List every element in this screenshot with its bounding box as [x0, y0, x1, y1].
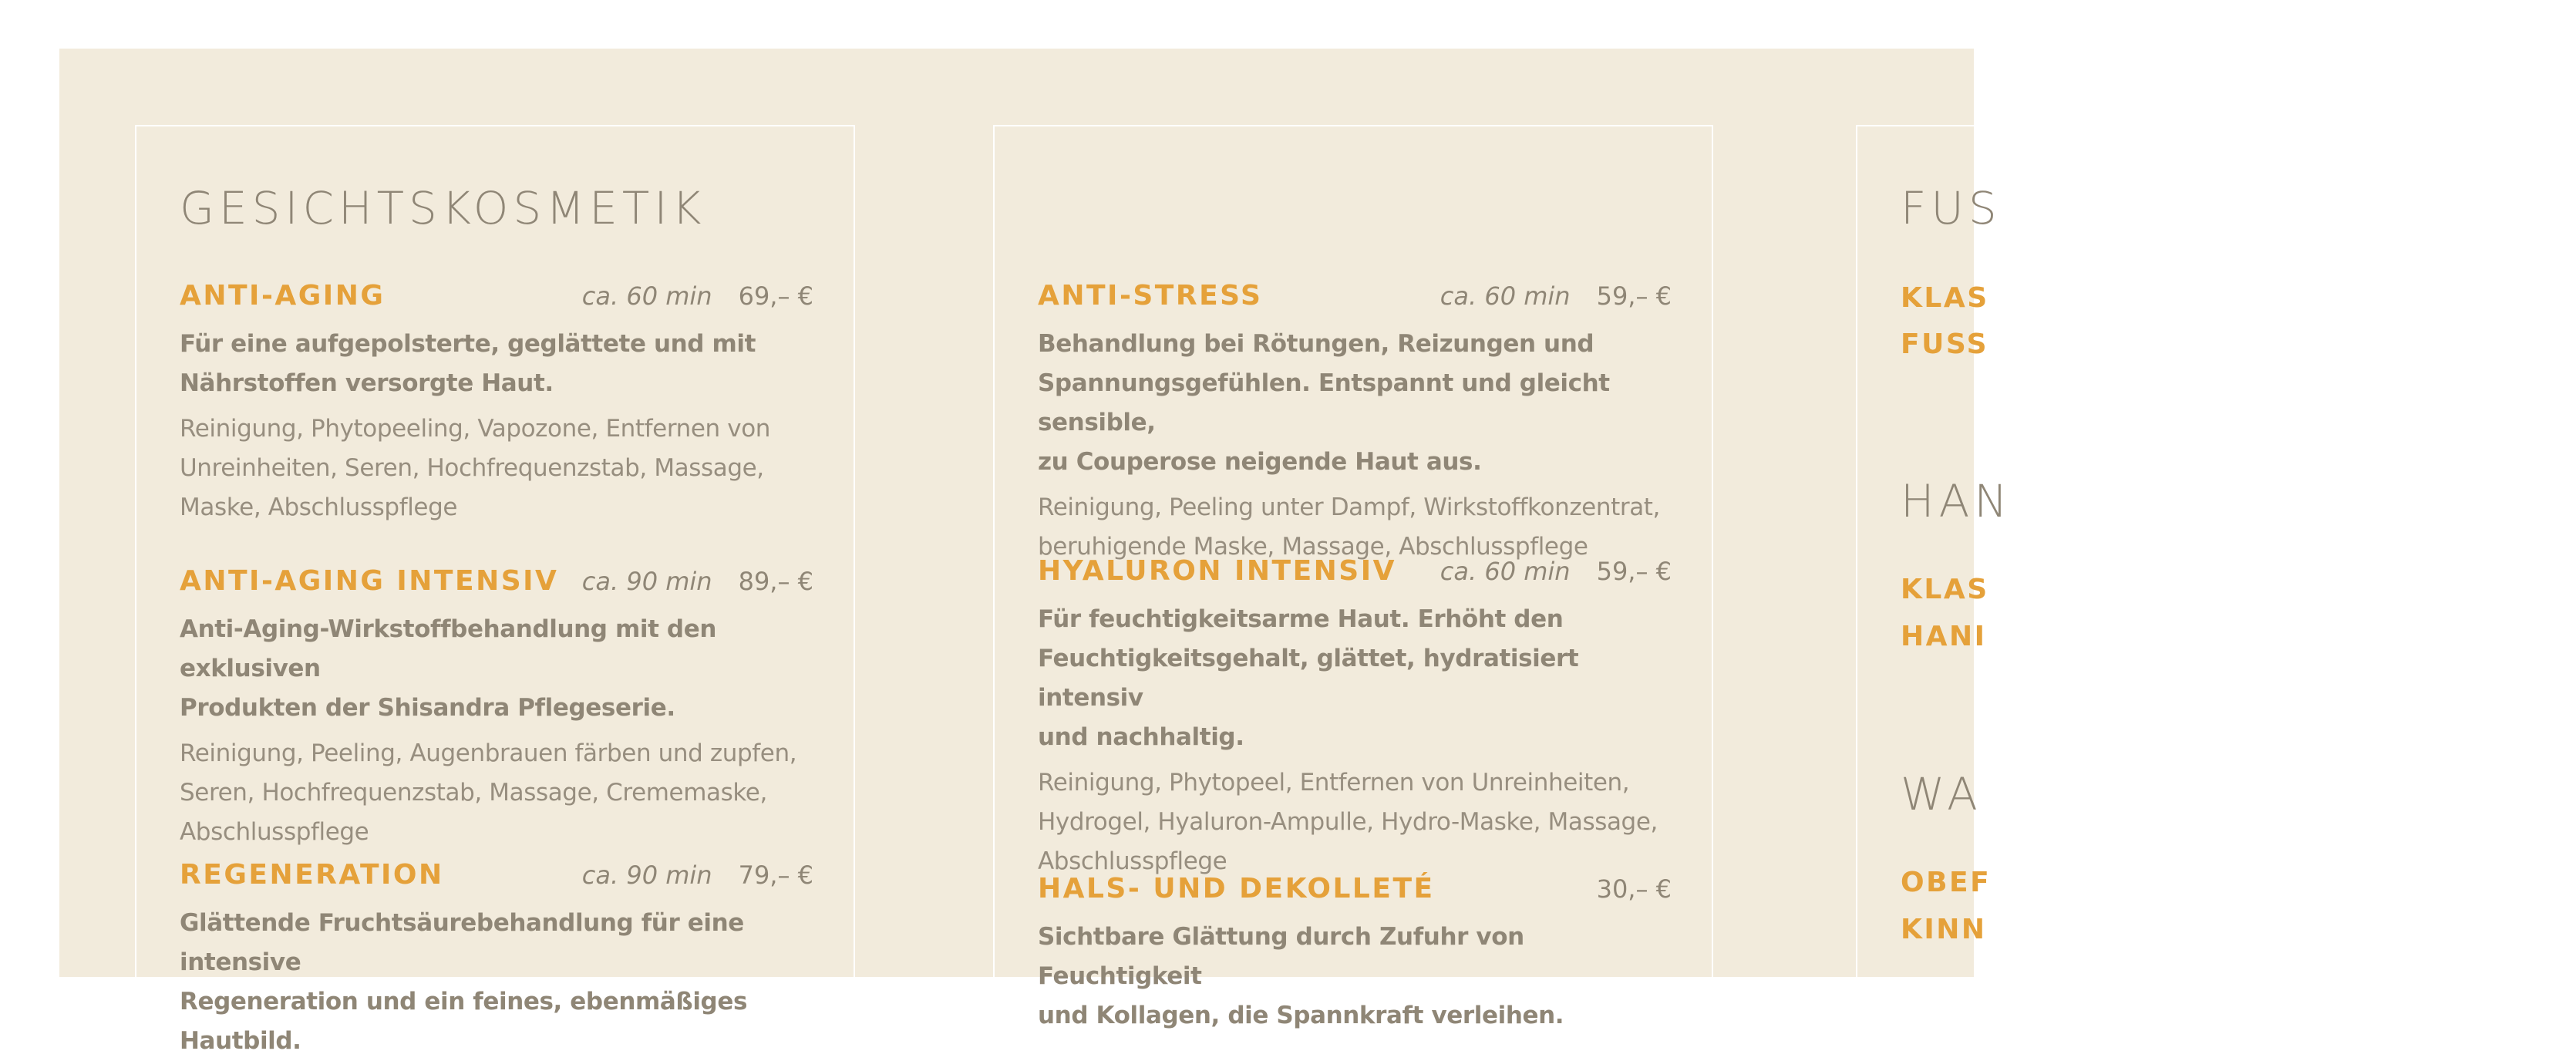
- treatment-item: [1038, 873, 1672, 1036]
- section-title: GESICHTSKOSMETIK: [180, 182, 706, 234]
- treatment-name: KLAS: [1901, 574, 1989, 605]
- treatment-steps: Reinigung, Peeling unter Dampf, Wirkstoffkonzentrat, beruhigende Maske, Massage, Abschlusspflege: [1038, 493, 1661, 561]
- treatment-description: Sichtbare Glättung durch Zufuhr von Feuchtigkeit und Kollagen, die Spannkraft verleihen.: [1038, 923, 1564, 1029]
- treatment-item: [180, 565, 813, 852]
- treatment-name: OBEF: [1901, 867, 1992, 898]
- treatment-price: 89,– €: [738, 567, 813, 596]
- treatment-steps: Reinigung, Phytopeeling, Vapozone, Entfernen von Unreinheiten, Seren, Hochfrequenzstab, Massage, Maske, Abschlusspflege: [180, 415, 771, 521]
- treatment-name: HYALURON INTENSIV: [1038, 555, 1396, 587]
- treatment-price: 69,– €: [738, 281, 813, 311]
- treatment-item: [1038, 280, 1672, 567]
- treatment-duration: ca. 60 min: [1440, 557, 1571, 586]
- card-foot-hand-wax: [1856, 125, 2576, 1050]
- card-facial-treatments: [135, 125, 855, 1055]
- treatment-name: HANI: [1901, 621, 1987, 652]
- treatment-description: Für eine aufgepolsterte, geglättete und mit Nährstoffen versorgte Haut.: [180, 330, 756, 397]
- price-list-panel: [59, 49, 2012, 1055]
- treatment-price: 59,– €: [1596, 557, 1672, 586]
- treatment-price: 59,– €: [1596, 281, 1672, 311]
- card-facial-treatments-continued: [993, 125, 1713, 1050]
- treatment-steps: Reinigung, Peeling, Augenbrauen färben und zupfen, Seren, Hochfrequenzstab, Massage, Crememaske, Abschlusspflege: [180, 739, 797, 846]
- treatment-duration: ca. 90 min: [581, 567, 712, 596]
- treatment-name: KLAS: [1901, 282, 1989, 314]
- treatment-name: FUSS: [1901, 328, 1989, 360]
- treatment-description: Für feuchtigkeitsarme Haut. Erhöht den Feuchtigkeitsgehalt, glättet, hydratisiert intensiv und nachhaltig.: [1038, 605, 1579, 751]
- section-title-foot: FUS: [1901, 182, 2002, 234]
- treatment-name: ANTI-AGING: [180, 280, 386, 312]
- treatment-price: 30,– €: [1596, 874, 1672, 904]
- treatment-name: ANTI-STRESS: [1038, 280, 1263, 312]
- treatment-description: Glättende Fruchtsäurebehandlung für eine intensive Regeneration und ein feines, ebenmäßiges Hautbild.: [180, 909, 748, 1055]
- treatment-price: 79,– €: [738, 861, 813, 890]
- treatment-name: HALS- UND DEKOLLETÉ: [1038, 873, 1435, 904]
- treatment-name: ANTI-AGING INTENSIV: [180, 565, 559, 597]
- treatment-name: REGENERATION: [180, 859, 444, 891]
- treatment-description: Behandlung bei Rötungen, Reizungen und Spannungsgefühlen. Entspannt und gleicht sensible, zu Couperose neigende Haut aus.: [1038, 330, 1610, 476]
- treatment-description: Anti-Aging-Wirkstoffbehandlung mit den exklusiven Produkten der Shisandra Pflegeserie.: [180, 615, 717, 722]
- section-title-hand: HAN: [1901, 475, 2012, 527]
- section-title-wax: WA: [1901, 768, 1982, 820]
- treatment-item: [1038, 555, 1672, 881]
- treatment-duration: ca. 90 min: [581, 861, 712, 890]
- treatment-duration: ca. 60 min: [1440, 281, 1571, 311]
- treatment-steps: Reinigung, Phytopeel, Entfernen von Unreinheiten, Hydrogel, Hyaluron-Ampulle, Hydro-Maske, Massage, Abschlusspflege: [1038, 769, 1658, 875]
- treatment-duration: ca. 60 min: [581, 281, 712, 311]
- treatment-item: [180, 859, 813, 1061]
- treatment-item: [180, 280, 813, 527]
- treatment-name: KINN: [1901, 914, 1987, 945]
